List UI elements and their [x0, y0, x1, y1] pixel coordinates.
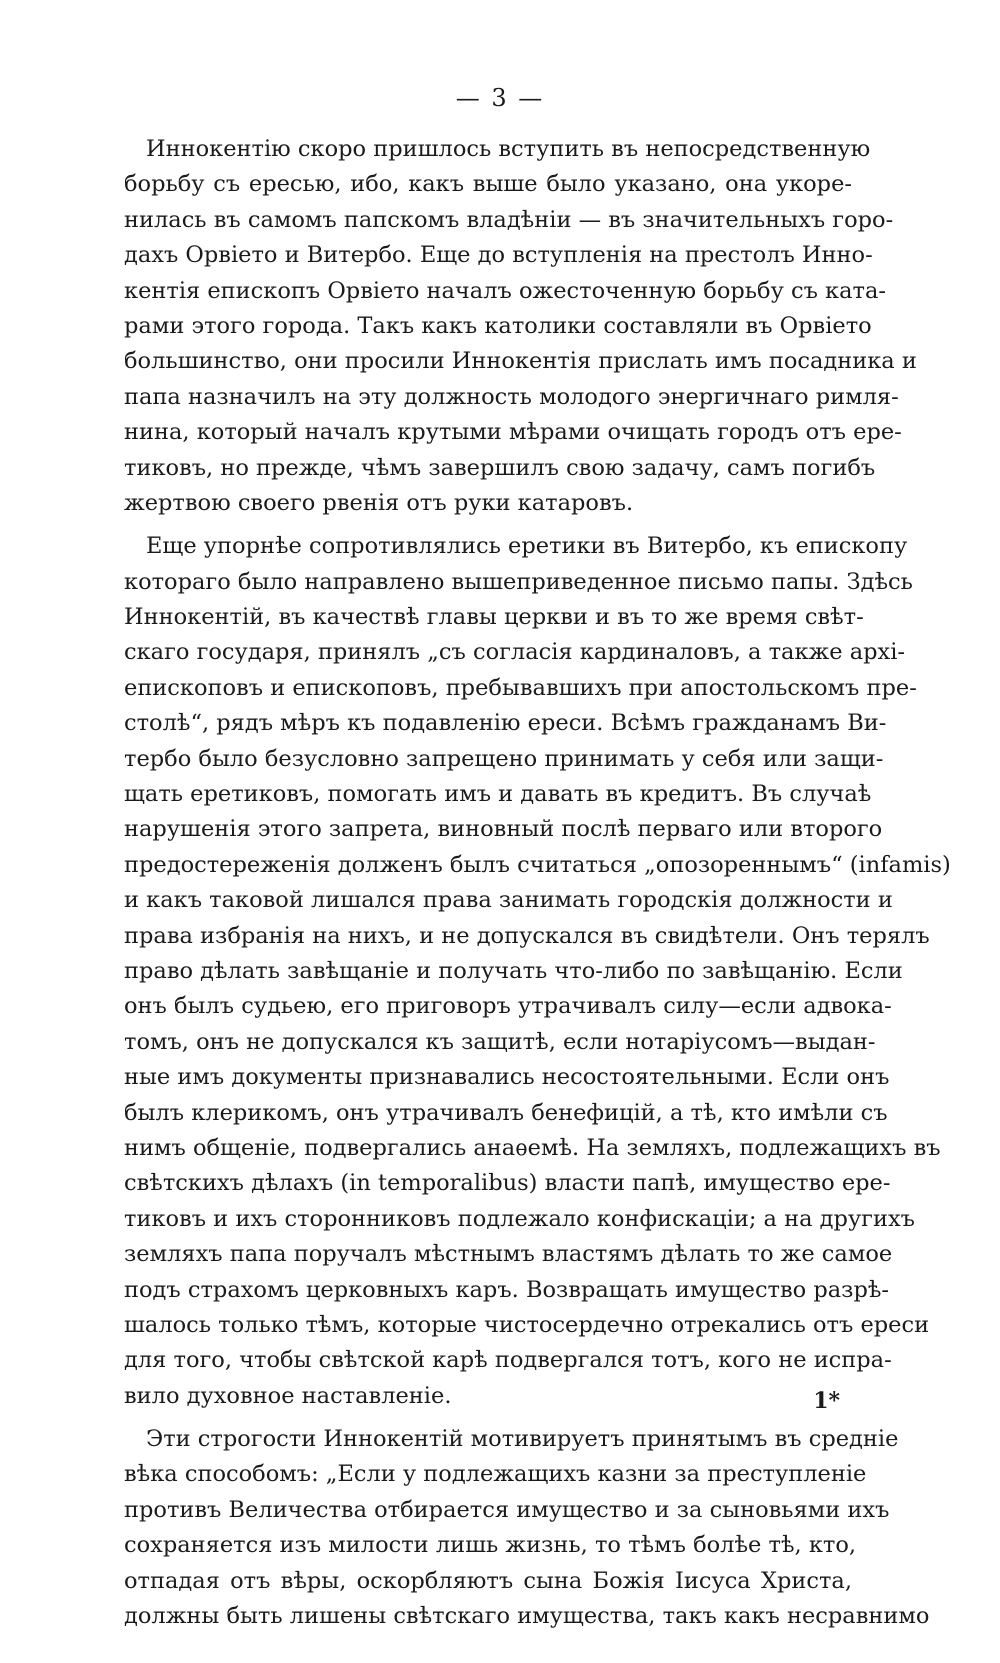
paragraph-3 — [124, 1422, 930, 1634]
text-line: Эти строгости Иннокентій мотивируетъ принятымъ въ средніе — [146, 1426, 899, 1453]
text-line: жертвою своего рвенія отъ руки катаровъ. — [124, 489, 634, 516]
page-number: — 3 — — [455, 84, 545, 112]
paragraph-gap — [124, 1414, 852, 1422]
text-line: борьбу съ ересью, ибо, какъ выше было указано, она укоре- — [124, 171, 852, 198]
text-line: нимъ общеніе, подвергались анаѳемѣ. На земляхъ, подлежащихъ въ — [124, 1134, 941, 1161]
text-line: ные имъ документы признавались несостоятельными. Если онъ — [124, 1064, 890, 1091]
text-line: сохраняется изъ милости лишь жизнь, то тѣмъ болѣе тѣ, кто, — [124, 1532, 857, 1559]
text-line: Иннокентію скоро пришлось вступить въ непосредственную — [146, 136, 871, 162]
text-line: право дѣлать завѣщаніе и получать что-либо по завѣщанію. Если — [124, 957, 903, 984]
text-line: подъ страхомъ церковныхъ каръ. Возвращать имущество разрѣ- — [124, 1276, 890, 1303]
text-line: онъ былъ судьею, его приговоръ утрачивалъ силу—если адвока- — [124, 993, 892, 1020]
text-line: тербо было безусловно запрещено принимать у себя или защи- — [124, 745, 884, 772]
text-line: большинство, они просили Иннокентія прислать имъ посадника и — [124, 348, 917, 375]
text-line: нина, который началъ крутыми мѣрами очищать городъ отъ ере- — [124, 419, 902, 446]
text-line: нилась въ самомъ папскомъ владѣніи — въ значительныхъ горо- — [124, 206, 894, 233]
paragraph-2 — [124, 529, 951, 1414]
text-line: и какъ таковой лишался права занимать городскія должности и — [124, 887, 893, 914]
text-line: кентія епископъ Орвіето началъ ожесточенную борьбу съ ката- — [124, 277, 886, 304]
text-line: предостереженія долженъ былъ считаться „опозореннымъ“ (infamis) — [124, 851, 951, 878]
text-line: Иннокентій, въ качествѣ главы церкви и въ то же время свѣт- — [124, 604, 864, 631]
text-line: щать еретиковъ, помогать имъ и давать въ кредитъ. Въ случаѣ — [124, 781, 872, 808]
text-line: вило духовное наставленіе. — [124, 1382, 452, 1409]
text-line: епископовъ и епископовъ, пребывавшихъ при апостольскомъ пре- — [124, 674, 917, 701]
text-line: папа назначилъ на эту должность молодого энергичнаго римля- — [124, 383, 899, 410]
text-line: дахъ Орвіето и Витербо. Еще до вступленія на престолъ Инно- — [124, 242, 873, 269]
text-line: права избранія на нихъ, и не допускался въ свидѣтели. Онъ терялъ — [124, 922, 930, 949]
text-line: нарушенія этого запрета, виновный послѣ перваго или второго — [124, 816, 883, 843]
text-line: столѣ“, рядъ мѣръ къ подавленію ереси. Всѣмъ гражданамъ Ви- — [124, 710, 887, 737]
text-line: рами этого города. Такъ какъ католики составляли въ Орвіето — [124, 312, 872, 339]
text-line: тиковъ и ихъ сторонниковъ подлежало конфискаціи; а на другихъ — [124, 1205, 915, 1232]
text-line: котораго было направлено вышеприведенное письмо папы. Здѣсь — [124, 568, 913, 595]
text-line: шалось только тѣмъ, которые чистосердечно отрекались отъ ереси — [124, 1311, 930, 1338]
text-line: томъ, онъ не допускался къ защитѣ, если нотаріусомъ—выдан- — [124, 1028, 876, 1055]
text-line: отпадая отъ вѣры, оскорбляютъ сына Божія Іисуса Христа, — [124, 1567, 852, 1594]
text-line: для того, чтобы свѣтской карѣ подвергался тотъ, кого не испра- — [124, 1347, 892, 1374]
text-line: скаго государя, принялъ „съ согласія кардиналовъ, а также архі- — [124, 639, 905, 666]
text-line: былъ клерикомъ, онъ утрачивалъ бенефицій, а тѣ, кто имѣли съ — [124, 1099, 888, 1126]
signature-mark: 1* — [813, 1388, 840, 1414]
paragraph-gap — [124, 521, 852, 529]
text-line: свѣтскихъ дѣлахъ (in temporalibus) власти папѣ, имущество ере- — [124, 1170, 891, 1197]
body-text — [124, 132, 951, 1634]
text-line: земляхъ папа поручалъ мѣстнымъ властямъ дѣлать то же самое — [124, 1241, 893, 1268]
text-line: тиковъ, но прежде, чѣмъ завершилъ свою задачу, самъ погибъ — [124, 454, 876, 481]
text-line: Еще упорнѣе сопротивлялись еретики въ Витербо, къ епископу — [146, 533, 908, 560]
text-line: противъ Величества отбирается имущество и за сыновьями ихъ — [124, 1496, 890, 1523]
paragraph-1 — [124, 132, 917, 521]
text-line: вѣка способомъ: „Если у подлежащихъ казни за преступленіе — [124, 1461, 867, 1488]
text-line: должны быть лишены свѣтскаго имущества, такъ какъ несравнимо — [124, 1603, 930, 1630]
